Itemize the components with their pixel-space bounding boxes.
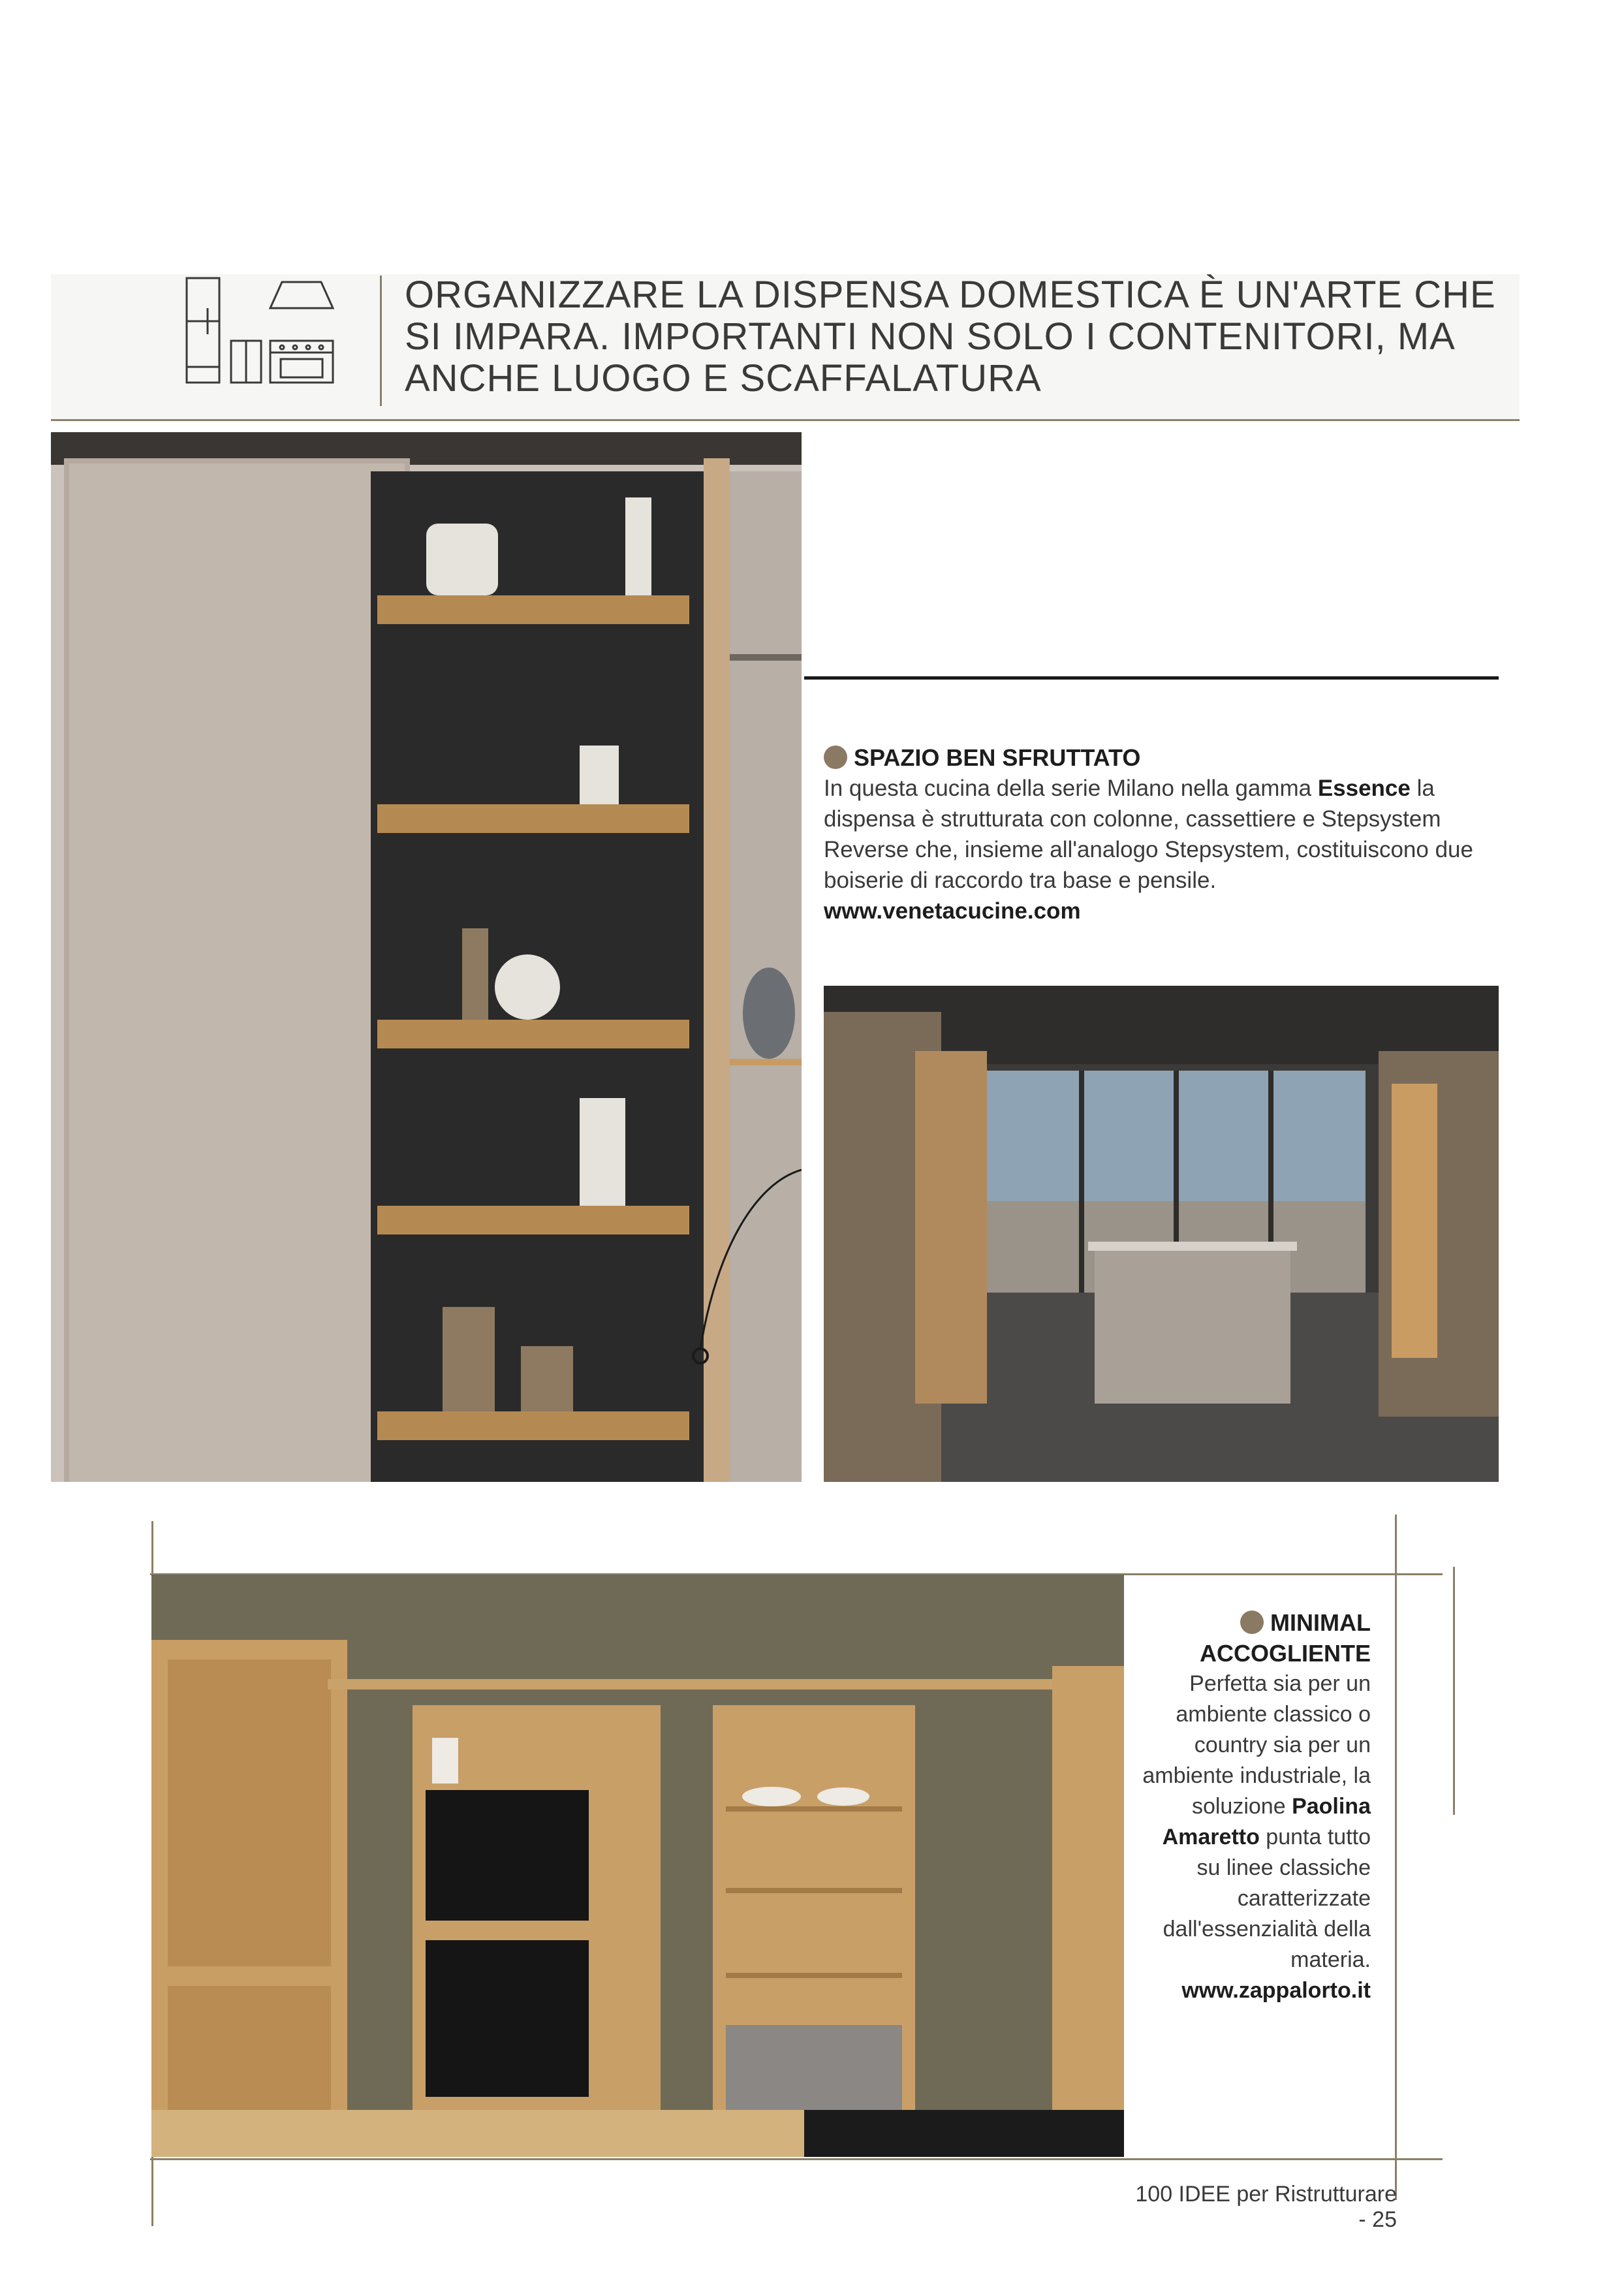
article-rule	[804, 676, 1499, 680]
article-link[interactable]: www.zappalorto.it	[1181, 1978, 1371, 2003]
page-title: ORGANIZZARE LA DISPENSA DOMESTICA È UN'ARTE CHE SI IMPARA. IMPORTANTI NON SOLO I CONTENITORI, MA ANCHE LUOGO E SCAFFALATURA	[405, 274, 1496, 400]
page-footer: 100 IDEE per Ristrutturare - 25	[1135, 2182, 1397, 2232]
frame-line	[1453, 1567, 1455, 1815]
article-link[interactable]: www.venetacucine.com	[824, 898, 1081, 924]
pantry-photo	[51, 432, 802, 1482]
header-divider	[380, 275, 382, 406]
article-spazio-ben-sfruttato	[824, 742, 1476, 926]
bullet-icon	[1240, 1611, 1264, 1634]
brand-name: Essence	[1317, 776, 1411, 801]
bullet-icon	[824, 746, 847, 769]
article-heading: MINIMAL	[1136, 1607, 1371, 1638]
article-minimal-accogliente	[1136, 1607, 1371, 2006]
brand-name: Paolina Amaretto	[1162, 1794, 1371, 1849]
header-rule	[51, 419, 1520, 421]
article-heading: SPAZIO BEN SFRUTTATO	[824, 742, 1476, 773]
article-body: In questa cucina della serie Milano nella gamma Essence la dispensa è strutturata con colonne, cassettiere e Stepsystem Reverse che, insieme all'analogo Stepsystem, costituiscono due boiserie di raccordo tra base e pensile.	[824, 776, 1473, 893]
article-heading-line2: ACCOGLIENTE	[1199, 1640, 1371, 1667]
kitchen-layout-icon	[184, 275, 341, 386]
kitchen-overview-photo	[824, 986, 1499, 1482]
frame-line	[150, 2158, 1443, 2160]
article-body: Perfetta sia per un ambiente classico o country sia per un ambiente industriale, la soluzione Paolina Amaretto punta tutto su linee classiche caratterizzate dall'essenzialità della materia.	[1142, 1671, 1371, 1972]
cabinets-photo	[151, 1575, 1124, 2157]
frame-line	[1395, 1515, 1397, 2200]
